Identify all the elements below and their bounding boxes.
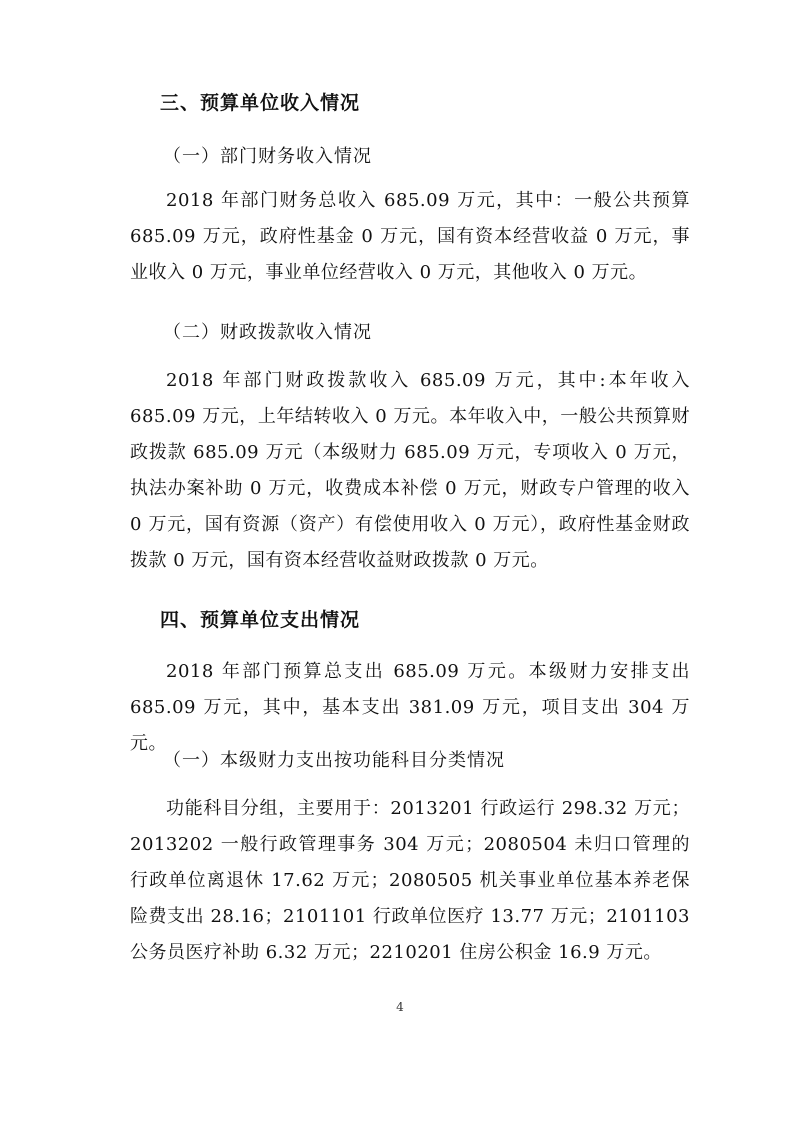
section-3-1-heading: （一）部门财务收入情况 xyxy=(163,146,372,167)
section-3-1-paragraph: 2018 年部门财务总收入 685.09 万元，其中：一般公共预算 685.09 万元，政府性基金 0 万元，国有资本经营收益 0 万元，事业收入 0 万元，事业单位经营收入 0 万元，其他收入 0 万元。 xyxy=(130,190,690,283)
section-3-heading: 三、预算单位收入情况 xyxy=(160,92,361,114)
section-3-2-paragraph: 2018 年部门财政拨款收入 685.09 万元，其中:本年收入 685.09 万元，上年结转收入 0 万元。本年收入中，一般公共预算财政拨款 685.09 万元（本级财力 685.09 万元，专项收入 0 万元，执法办案补助 0 万元，收费成本补偿 0 万元，财政专户管理的收入 0 万元，国有资源（资产）有偿使用收入 0 万元），政府性基金财政拨款 0 万元，国有资本经营收益财政拨款 0 万元。 xyxy=(130,370,690,571)
section-4-1-paragraph: 功能科目分组，主要用于：2013201 行政运行 298.32 万元；2013202 一般行政管理事务 304 万元；2080504 未归口管理的行政单位离退休 17.62 万元；2080505 机关事业单位基本养老保险费支出 28.16；2101101 行政单位医疗 13.77 万元；2101103 公务员医疗补助 6.32 万元；2210201 住房公积金 16.9 万元。 xyxy=(130,798,690,963)
page-number: 4 xyxy=(396,1000,404,1014)
section-3-2-heading: （二）财政拨款收入情况 xyxy=(163,322,372,343)
section-4-1-heading: （一）本级财力支出按功能科目分类情况 xyxy=(163,750,505,771)
section-4-heading: 四、预算单位支出情况 xyxy=(160,609,361,631)
section-4-paragraph: 2018 年部门预算总支出 685.09 万元。本级财力安排支出 685.09 万元，其中，基本支出 381.09 万元，项目支出 304 万元。 xyxy=(130,661,690,754)
